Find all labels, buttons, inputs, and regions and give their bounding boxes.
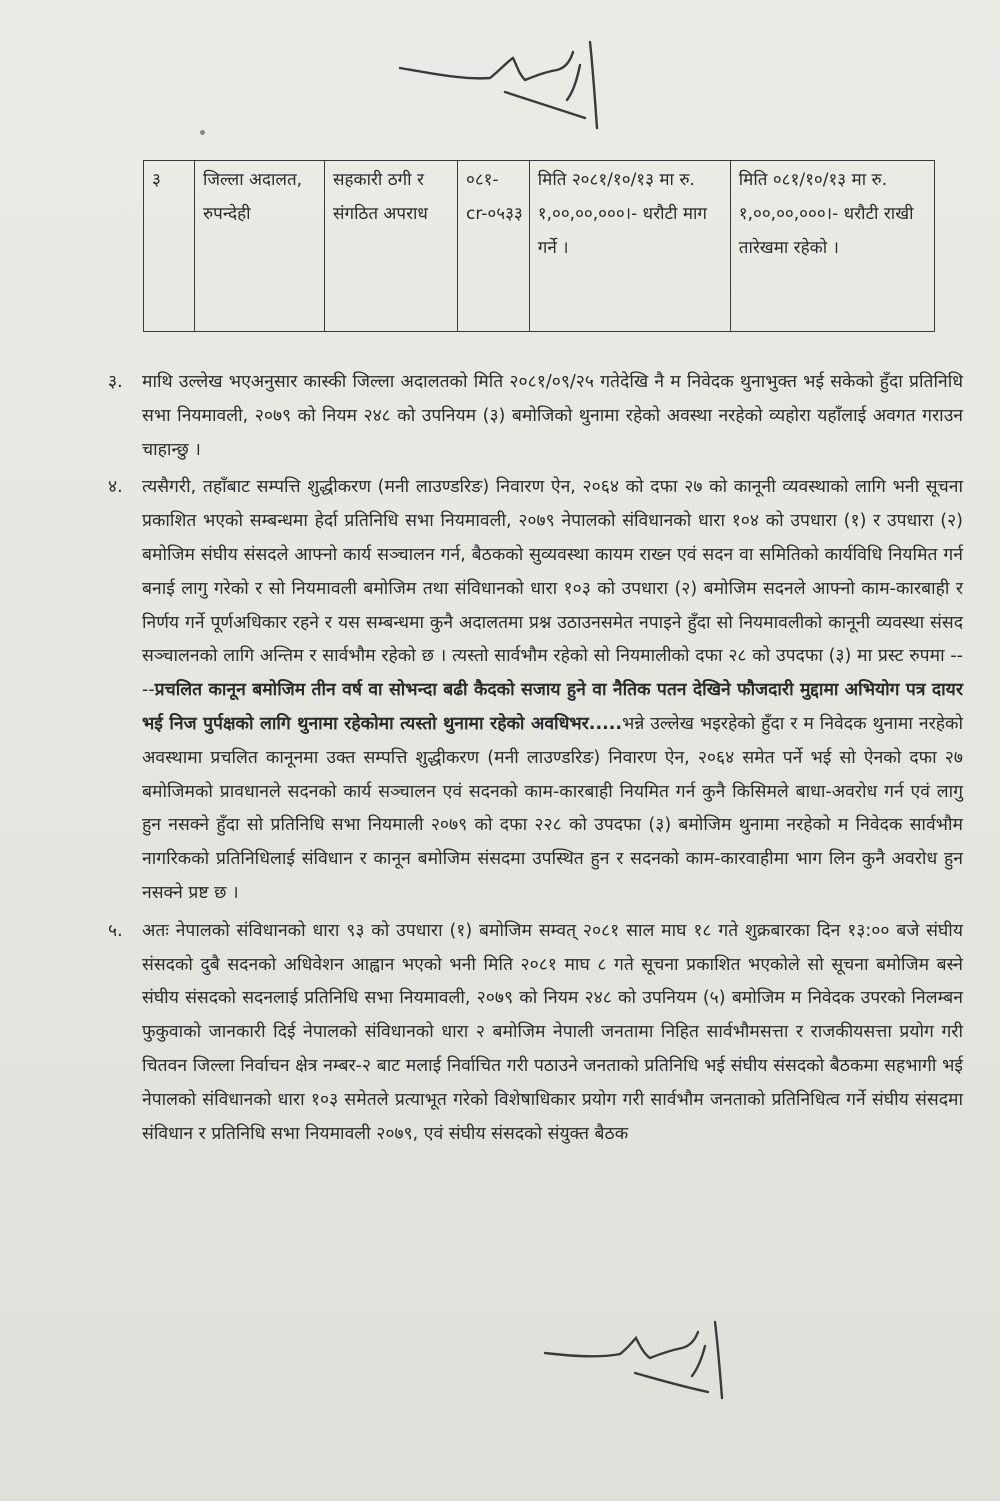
- signature-top: [395, 40, 615, 135]
- paragraph-text-part: भन्ने उल्लेख भइरहेको हुँदा र म निवेदक थुनामा नरहेको अवस्थामा प्रचलित कानूनमा उक्त सम्पत्ति शुद्धीकरण (मनी लाउण्डरिङ) निवारण ऐन, २०६४ समेत पर्ने भई सो ऐनको दफा २७ बमोजिमको प्रावधानले सदनको कार्य सञ्चालन एवं सदनको काम-कारबाही नियमित गर्न कुनै किसिमले बाधा-अवरोध गर्न एवं लागु हुन नसक्ने हुँदा सो प्रतिनिधि सभा नियमाली २०७९ को दफा २२८ को उपदफा (३) बमोजिम थुनामा नरहेको म निवेदक सार्वभौम नागरिकको प्रतिनिधिलाई संविधान र कानून बमोजिम संसदमा उपस्थित हुन र सदनको काम-कारवाहीमा भाग लिन कुनै अवरोध हुन नसक्ने प्रष्ट छ ।: [142, 713, 963, 903]
- serial-cell: ३: [144, 161, 195, 332]
- status-cell: मिति ०८१/१०/१३ मा रु. १,००,००,०००।- धरौटी राखी तारेखमा रहेको ।: [730, 161, 934, 332]
- paragraph-text-part: त्यसैगरी, तहाँबाट सम्पत्ति शुद्धीकरण (मनी लाउण्डरिङ) निवारण ऐन, २०६४ को दफा २७ को कानूनी व्यवस्थाको लागि भनी सूचना प्रकाशित भएको सम्बन्धमा हेर्दा प्रतिनिधि सभा नियमावली, २०७९ नेपालको संविधानको धारा १०४ को उपधारा (१) र उपधारा (२) बमोजिम संघीय संसदले आफ्नो कार्य सञ्चालन गर्न, बैठकको सुव्यवस्था कायम राख्न एवं सदन वा समितिको कार्यविधि नियमित गर्न बनाई लागु गरेको र सो नियमावली बमोजिम तथा संविधानको धारा १०३ को उपधारा (२) बमोजिम सदनले आफ्नो काम-कारबाही र निर्णय गर्ने पूर्णअधिकार रहने र यस सम्बन्धमा कुनै अदालतमा प्रश्न उठाउनसमेत नपाइने हुँदा सो नियमावलीको कानूनी व्यवस्था संसद सञ्चालनको लागि अन्तिम र सार्वभौम रहेको छ । त्यस्तो सार्वभौम रहेको सो नियमालीको दफा २८ को उपदफा (३) मा प्रस्ट रुपमा ----: [142, 477, 963, 701]
- paragraph-number: ५.: [108, 920, 123, 941]
- paragraph-5: [108, 915, 963, 1152]
- paragraph-4: [108, 471, 963, 910]
- signature-bottom: [540, 1318, 740, 1403]
- case-type-cell: सहकारी ठगी र संगठित अपराध: [325, 161, 458, 332]
- quoted-rule: प्रचलित कानून बमोजिम तीन वर्ष वा सोभन्दा बढी कैदको सजाय हुने वा नैतिक पतन देखिने फौजदारी मुद्दामा अभियोग पत्र दायर भई निज पुर्पक्षको लागि थुनामा रहेकोमा त्यस्तो थुनामा रहेको अवधिभर.....: [142, 680, 963, 734]
- order-cell: मिति २०८१/१०/१३ मा रु. १,००,००,०००।- धरौटी माग गर्ने ।: [529, 161, 730, 332]
- court-cell: जिल्ला अदालत, रुपन्देही: [195, 161, 325, 332]
- case-number-cell: ०८१-cr-०५३३: [458, 161, 530, 332]
- scan-mark: [200, 130, 205, 135]
- body-text: [108, 366, 963, 1151]
- paragraph-number: ३.: [108, 372, 123, 392]
- case-table: [143, 160, 935, 332]
- paragraph-3: [108, 366, 963, 467]
- paragraph-text: माथि उल्लेख भएअनुसार कास्की जिल्ला अदालतको मिति २०८१/०९/२५ गतेदेखि नै म निवेदक थुनाभुक्त भई सकेको हुँदा प्रतिनिधि सभा नियमावली, २०७९ को नियम २४८ को उपनियम (३) बमोजिको थुनामा रहेको अवस्था नरहेको व्यहोरा यहाँलाई अवगत गराउन चाहान्छु ।: [142, 372, 963, 460]
- paragraph-number: ४.: [108, 477, 123, 498]
- paragraph-text: [142, 471, 963, 910]
- paragraph-text: अतः नेपालको संविधानको धारा ९३ को उपधारा (१) बमोजिम सम्वत् २०८१ साल माघ १८ गते शुक्रबारका दिन १३:०० बजे संघीय संसदको दुबै सदनको अधिवेशन आह्वान भएको भनी मिति २०८१ माघ ८ गते सूचना प्रकाशित भएकोले सो सूचना बमोजिम बस्ने संघीय संसदको सदनलाई प्रतिनिधि सभा नियमावली, २०७९ को नियम २४८ को उपनियम (५) बमोजिम म निवेदक उपरको निलम्बन फुकुवाको जानकारी दिई नेपालको संविधानको धारा २ बमोजिम नेपाली जनतामा निहित सार्वभौमसत्ता र राजकीयसत्ता प्रयोग गरी चितवन जिल्ला निर्वाचन क्षेत्र नम्बर-२ बाट मलाई निर्वाचित गरी पठाउने जनताको प्रतिनिधि भई संघीय संसदको बैठकमा सहभागी भई नेपालको संविधानको धारा १०३ समेतले प्रत्याभूत गरेको विशेषाधिकार प्रयोग गरी सार्वभौम जनताको प्रतिनिधित्व गर्ने संघीय संसदमा संविधान र प्रतिनिधि सभा नियमावली २०७९, एवं संघीय संसदको संयुक्त बैठक: [142, 920, 963, 1144]
- table-row: [144, 161, 935, 332]
